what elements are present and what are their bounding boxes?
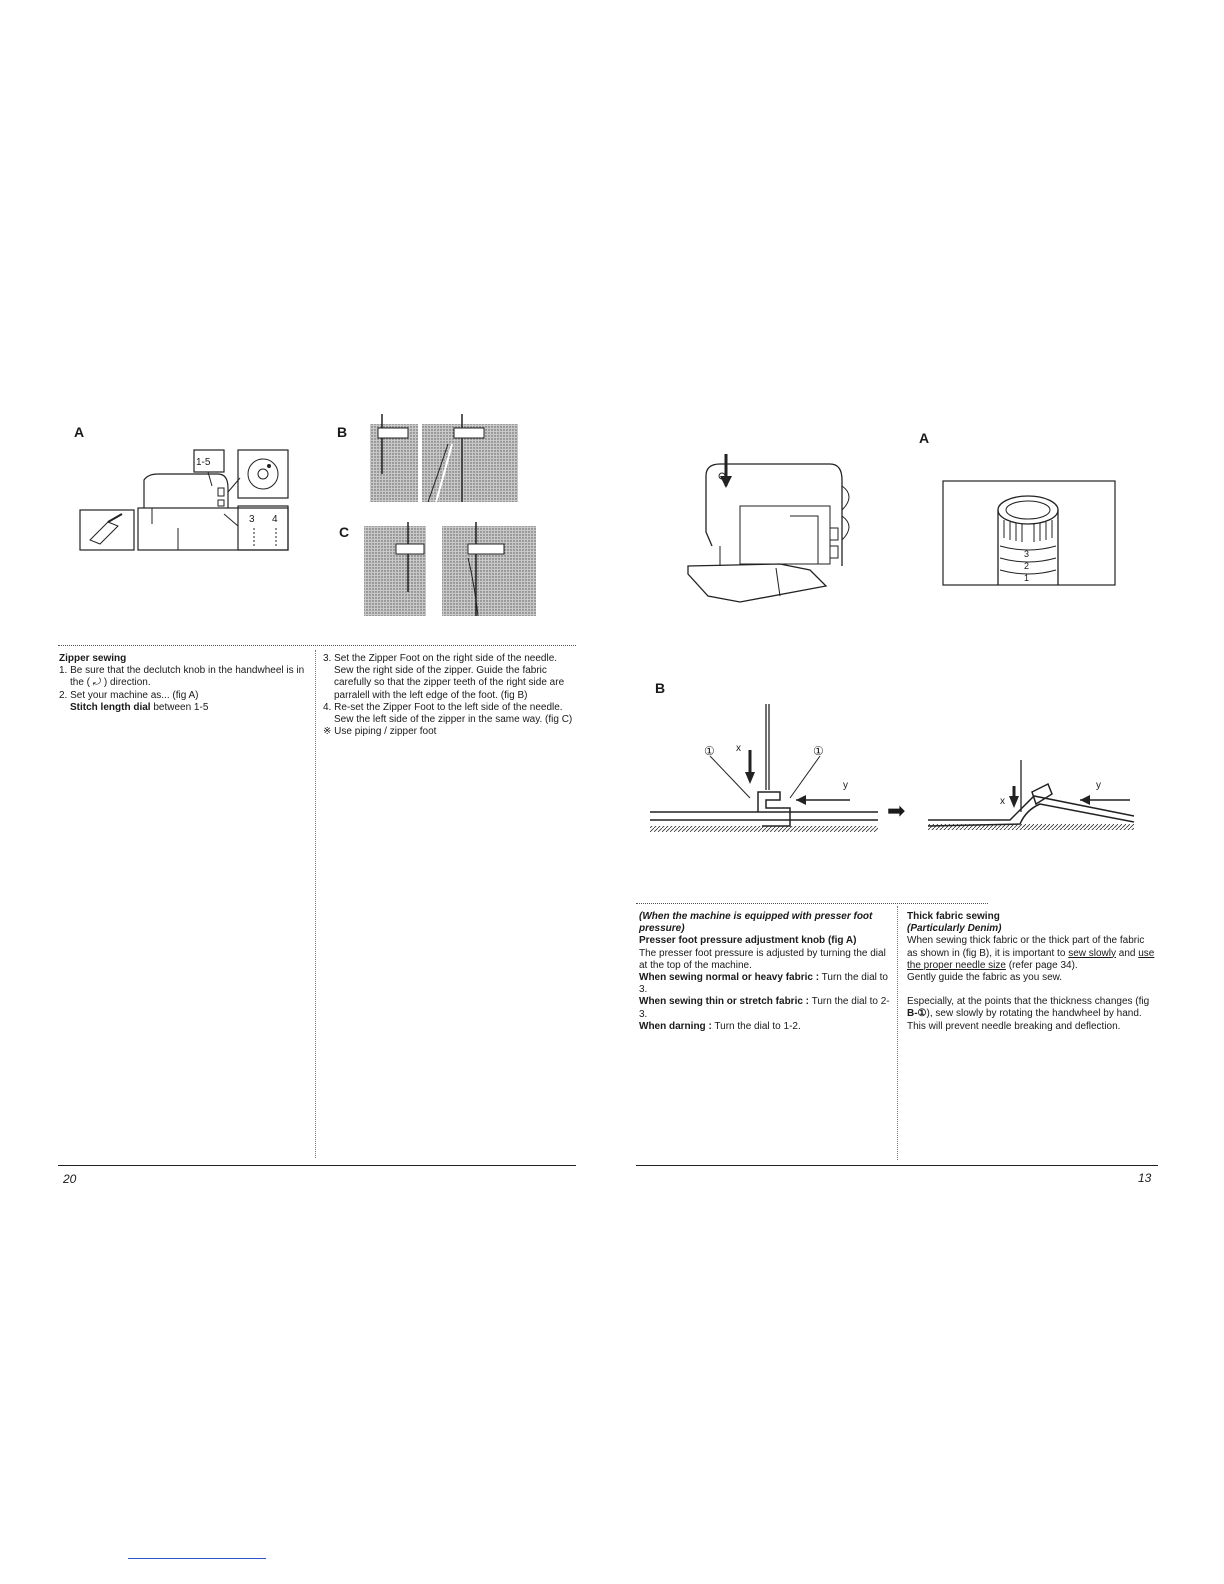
transition-arrow-icon: ➡ bbox=[887, 798, 906, 823]
fig-b-label: B bbox=[337, 424, 348, 440]
fig-a-callout-text: 1-5 bbox=[196, 457, 211, 468]
left-column-divider bbox=[315, 650, 316, 1158]
zipper-step-4-detail: Sew the left side of the zipper in the same way. (fig C) bbox=[334, 714, 573, 726]
thick-fabric-subheading: (Particularly Denim) bbox=[907, 923, 1002, 935]
zipper-sewing-heading: Zipper sewing bbox=[59, 653, 127, 664]
pressure-darning-setting bbox=[639, 1021, 891, 1033]
right-bottom-rule bbox=[636, 1165, 1158, 1166]
fig-a-machine-illustration bbox=[78, 448, 293, 554]
fig-b-zipper-illustration bbox=[368, 414, 520, 504]
pressure-thin-setting bbox=[639, 996, 891, 1020]
step1-text: 1. Be sure that the declutch knob in the handwheel is in the ( bbox=[59, 665, 305, 689]
fig-a-length-3: 3 bbox=[249, 514, 255, 525]
left-page-number: 20 bbox=[63, 1172, 77, 1186]
presser-pressure-subheading: Presser foot pressure adjustment knob (fig A) bbox=[639, 935, 857, 947]
zipper-step-3: 3. Set the Zipper Foot on the right side of the needle. bbox=[323, 653, 558, 664]
fig-a-label: A bbox=[74, 424, 85, 440]
zipper-step-3-detail: Sew the right side of the zipper. Guide the fabric carefully so that the zipper teeth of the right side are parralell with the left edge of the foot. (fig B) bbox=[334, 665, 565, 701]
zipper-step-4: 4. Re-set the Zipper Foot to the left side of the needle. bbox=[323, 701, 563, 713]
normal-fabric-label: When sewing normal or heavy fabric : bbox=[639, 972, 820, 984]
zipper-step-1 bbox=[59, 665, 309, 689]
step1-end-text: ) direction. bbox=[103, 677, 151, 689]
thin-fabric-label: When sewing thin or stretch fabric : bbox=[639, 996, 810, 1008]
presser-pressure-column bbox=[639, 911, 891, 1033]
p1-text-b: and bbox=[1118, 947, 1136, 959]
p1-text-c: (refer page 34). bbox=[1008, 959, 1078, 971]
darning-label: When darning : bbox=[639, 1020, 712, 1032]
declutch-direction-icon: ⤾ bbox=[92, 677, 102, 689]
p3-text-a: Especially, at the points that the thickness changes (fig bbox=[907, 996, 1150, 1008]
needle-direction-x-right: x bbox=[1000, 796, 1005, 807]
pressure-normal-setting bbox=[639, 972, 891, 996]
bottom-link-rule bbox=[128, 1558, 266, 1559]
dial-mark-3: 3 bbox=[1024, 549, 1030, 559]
zipper-sewing-column-1 bbox=[59, 653, 309, 714]
thick-fabric-heading: Thick fabric sewing bbox=[907, 911, 1000, 922]
circled-one-left: ① bbox=[704, 744, 715, 758]
normal-fabric-text: Turn the dial to 3. bbox=[639, 972, 888, 996]
right-page-number: 13 bbox=[1138, 1171, 1152, 1185]
feed-direction-y-right: y bbox=[1096, 780, 1101, 791]
right-fig-b-label: B bbox=[655, 680, 666, 696]
thin-fabric-text: Turn the dial to 2-3. bbox=[639, 996, 890, 1020]
right-top-divider bbox=[636, 903, 988, 904]
p3-text-c: ), sew slowly by rotating the handwheel by hand. This will prevent needle breaking and deflection. bbox=[907, 1008, 1142, 1032]
stitch-length-label: Stitch length dial bbox=[70, 701, 151, 713]
sew-slowly-emphasis: sew slowly bbox=[1068, 947, 1116, 959]
p1-text-a: When sewing thick fabric or the thick part of the fabric as shown in (fig B), it is important to bbox=[907, 935, 1145, 959]
feed-direction-y-left: y bbox=[843, 780, 848, 791]
zipper-step-2-setting bbox=[59, 702, 309, 714]
needle-size-emphasis: use the proper needle size bbox=[907, 947, 1155, 971]
right-fig-a-label: A bbox=[919, 430, 930, 446]
thick-fabric-paragraph-3 bbox=[907, 996, 1155, 1033]
zipper-sewing-column-2 bbox=[323, 653, 573, 738]
left-bottom-rule bbox=[58, 1165, 576, 1166]
machine-presser-dial-illustration bbox=[680, 446, 860, 610]
circled-one-right: ① bbox=[813, 744, 824, 758]
thick-fabric-paragraph-2: Gently guide the fabric as you sew. bbox=[907, 972, 1063, 984]
thick-fabric-paragraph-1 bbox=[907, 935, 1155, 972]
thick-fabric-column bbox=[907, 911, 1155, 1033]
presser-pressure-intro: The presser foot pressure is adjusted by turning the dial at the top of the machine. bbox=[639, 947, 886, 971]
presser-pressure-heading: (When the machine is equipped with presser foot pressure) bbox=[639, 911, 873, 935]
fig-a-length-4: 4 bbox=[272, 514, 278, 525]
stitch-length-value: between 1-5 bbox=[153, 701, 209, 713]
dial-mark-2: 2 bbox=[1024, 561, 1030, 571]
right-column-divider bbox=[897, 906, 898, 1160]
zipper-step-2: 2. Set your machine as... (fig A) bbox=[59, 689, 199, 701]
needle-direction-x-left: x bbox=[736, 743, 741, 754]
left-top-divider bbox=[58, 645, 576, 646]
dial-mark-1: 1 bbox=[1024, 573, 1030, 583]
fig-c-zipper-illustration bbox=[360, 522, 538, 618]
darning-text: Turn the dial to 1-2. bbox=[714, 1020, 801, 1032]
zipper-foot-note: ※ Use piping / zipper foot bbox=[323, 726, 437, 738]
fig-c-label: C bbox=[339, 524, 350, 540]
p3-figure-ref: B-① bbox=[907, 1008, 927, 1020]
